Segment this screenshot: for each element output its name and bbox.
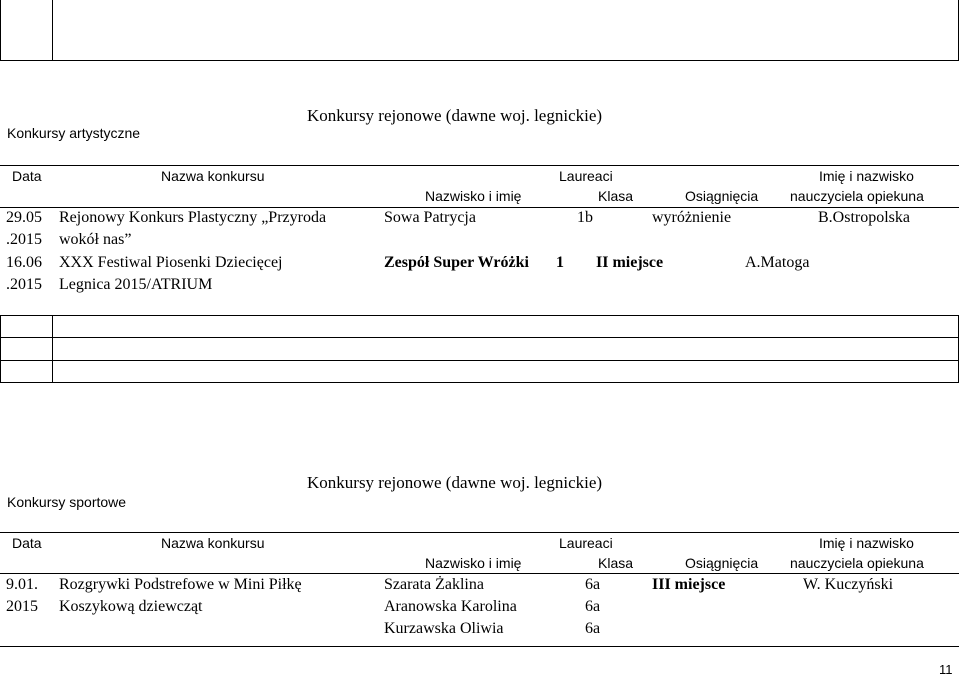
- row-name: Szarata Żaklina: [384, 576, 484, 593]
- row-contest: Rejonowy Konkurs Plastyczny „Przyroda: [59, 209, 327, 226]
- row-name: Zespół Super Wróżki: [384, 254, 529, 271]
- row-achievement: III miejsce: [652, 576, 726, 593]
- header-name: Nazwisko i imię: [425, 555, 522, 571]
- row-teacher: W. Kuczyński: [803, 576, 894, 593]
- row-date-year: .2015: [6, 231, 42, 248]
- row-class: 6a: [585, 620, 601, 637]
- header-achievement: Osiągnięcia: [685, 555, 759, 571]
- header-name: Nazwisko i imię: [425, 188, 522, 204]
- section-label-sports: Konkursy sportowe: [7, 494, 127, 510]
- header-date: Data: [12, 535, 42, 551]
- row-teacher: A.Matoga: [745, 254, 810, 271]
- row-class: 1b: [577, 209, 593, 226]
- row-name: Aranowska Karolina: [384, 598, 517, 615]
- section-title-artistic: Konkursy rejonowe (dawne woj. legnickie): [307, 106, 603, 125]
- row-name: Kurzawska Oliwia: [384, 620, 504, 637]
- row-contest: Rozgrywki Podstrefowe w Mini Piłkę: [59, 576, 302, 593]
- row-class: 1: [556, 254, 564, 271]
- header-achievement: Osiągnięcia: [685, 188, 759, 204]
- header-teacher-line2: nauczyciela opiekuna: [790, 555, 924, 571]
- header-laureates: Laureaci: [559, 535, 613, 551]
- header-teacher-line1: Imię i nazwisko: [819, 168, 914, 184]
- page-number: 11: [939, 662, 953, 677]
- header-teacher-line2: nauczyciela opiekuna: [790, 188, 924, 204]
- row-date-year: 2015: [6, 598, 38, 615]
- header-teacher-line1: Imię i nazwisko: [819, 535, 914, 551]
- header-contest: Nazwa konkursu: [161, 535, 265, 551]
- row-contest-cont: wokół nas”: [59, 231, 132, 248]
- row-contest: XXX Festiwal Piosenki Dziecięcej: [59, 254, 283, 271]
- row-date: 16.06: [6, 254, 42, 271]
- row-class: 6a: [585, 576, 601, 593]
- header-class: Klasa: [598, 555, 634, 571]
- row-teacher: B.Ostropolska: [818, 209, 910, 226]
- row-date: 9.01.: [6, 576, 38, 593]
- row-date-year: .2015: [6, 276, 42, 293]
- row-achievement: wyróżnienie: [652, 209, 732, 226]
- header-class: Klasa: [598, 188, 634, 204]
- row-date: 29.05: [6, 209, 42, 226]
- header-date: Data: [12, 168, 42, 184]
- row-class: 6a: [585, 598, 601, 615]
- row-name: Sowa Patrycja: [384, 209, 476, 226]
- row-achievement: II miejsce: [596, 254, 664, 271]
- section-title-sports: Konkursy rejonowe (dawne woj. legnickie): [307, 473, 603, 492]
- header-contest: Nazwa konkursu: [161, 168, 265, 184]
- row-contest-cont: Koszykową dziewcząt: [59, 598, 203, 615]
- header-laureates: Laureaci: [559, 168, 613, 184]
- row-contest-cont: Legnica 2015/ATRIUM: [59, 276, 213, 293]
- section-label-artistic: Konkursy artystyczne: [7, 125, 141, 141]
